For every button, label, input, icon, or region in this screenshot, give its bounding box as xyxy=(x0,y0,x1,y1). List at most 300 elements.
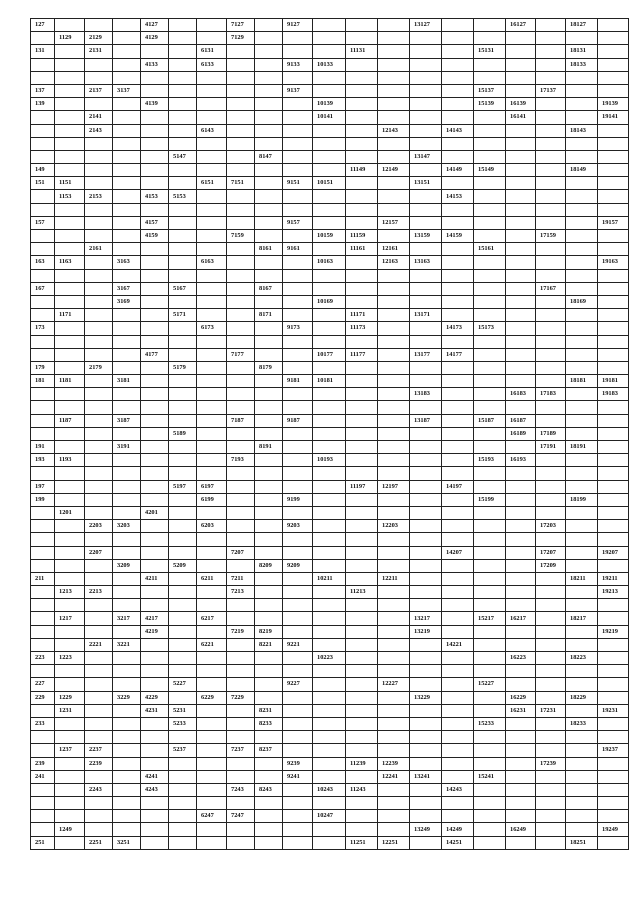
table-cell: 8221 xyxy=(255,638,283,651)
table-cell: 7243 xyxy=(227,783,255,796)
table-cell xyxy=(598,190,629,203)
table-cell xyxy=(598,810,629,823)
table-cell: 6143 xyxy=(197,124,227,137)
table-cell xyxy=(566,414,598,427)
table-cell: 17239 xyxy=(536,757,566,770)
table-cell: 19141 xyxy=(598,111,629,124)
table-cell xyxy=(227,704,255,717)
table-cell xyxy=(566,84,598,97)
table-cell: 8219 xyxy=(255,625,283,638)
table-cell xyxy=(169,599,197,612)
table-cell: 2203 xyxy=(85,520,113,533)
table-cell xyxy=(31,586,55,599)
table-cell: 191 xyxy=(31,441,55,454)
table-cell: 4211 xyxy=(141,572,169,585)
table-cell xyxy=(169,269,197,282)
table-cell xyxy=(113,137,141,150)
table-cell xyxy=(283,150,313,163)
table-row xyxy=(31,599,629,612)
table-cell xyxy=(346,256,378,269)
table-cell: 163 xyxy=(31,256,55,269)
table-cell xyxy=(410,243,442,256)
table-cell xyxy=(141,559,169,572)
table-cell xyxy=(566,533,598,546)
table-cell xyxy=(31,269,55,282)
table-cell: 9221 xyxy=(283,638,313,651)
table-cell xyxy=(598,322,629,335)
table-cell xyxy=(141,836,169,849)
table-row xyxy=(31,797,629,810)
table-row xyxy=(31,84,629,97)
table-cell xyxy=(598,783,629,796)
table-cell xyxy=(113,243,141,256)
table-cell xyxy=(598,691,629,704)
table-cell xyxy=(313,625,346,638)
table-cell: 9173 xyxy=(283,322,313,335)
table-cell: 1249 xyxy=(55,823,85,836)
table-cell: 18251 xyxy=(566,836,598,849)
table-cell xyxy=(442,717,474,730)
table-cell xyxy=(313,493,346,506)
table-cell xyxy=(255,269,283,282)
table-cell xyxy=(197,282,227,295)
table-cell xyxy=(378,348,410,361)
table-cell xyxy=(410,71,442,84)
table-cell xyxy=(598,45,629,58)
table-cell xyxy=(598,348,629,361)
table-cell: 8179 xyxy=(255,361,283,374)
table-cell xyxy=(506,309,536,322)
table-cell xyxy=(55,678,85,691)
table-cell: 19213 xyxy=(598,586,629,599)
table-cell xyxy=(506,678,536,691)
table-cell xyxy=(55,467,85,480)
table-cell xyxy=(255,32,283,45)
table-cell xyxy=(346,467,378,480)
table-cell xyxy=(536,177,566,190)
table-cell: 11239 xyxy=(346,757,378,770)
table-cell xyxy=(197,731,227,744)
table-cell xyxy=(85,823,113,836)
table-cell xyxy=(283,124,313,137)
table-cell xyxy=(346,177,378,190)
table-cell xyxy=(283,625,313,638)
table-row xyxy=(31,348,629,361)
table-cell: 5167 xyxy=(169,282,197,295)
table-cell: 7127 xyxy=(227,19,255,32)
table-cell xyxy=(313,216,346,229)
table-cell xyxy=(474,348,506,361)
table-cell xyxy=(313,32,346,45)
table-cell: 6133 xyxy=(197,58,227,71)
table-cell xyxy=(55,58,85,71)
table-cell xyxy=(113,309,141,322)
table-cell xyxy=(283,717,313,730)
table-cell: 8191 xyxy=(255,441,283,454)
table-cell xyxy=(31,32,55,45)
table-cell xyxy=(255,480,283,493)
table-cell: 18169 xyxy=(566,295,598,308)
table-cell xyxy=(442,810,474,823)
table-cell: 4153 xyxy=(141,190,169,203)
table-row xyxy=(31,414,629,427)
table-cell xyxy=(442,19,474,32)
table-cell: 13183 xyxy=(410,388,442,401)
table-cell xyxy=(346,506,378,519)
table-cell: 6131 xyxy=(197,45,227,58)
table-cell xyxy=(141,84,169,97)
table-cell xyxy=(255,572,283,585)
table-cell xyxy=(227,638,255,651)
table-row xyxy=(31,282,629,295)
table-cell: 8209 xyxy=(255,559,283,572)
table-cell xyxy=(113,599,141,612)
table-cell: 1187 xyxy=(55,414,85,427)
table-cell xyxy=(474,506,506,519)
table-cell xyxy=(169,401,197,414)
table-row xyxy=(31,177,629,190)
table-cell xyxy=(169,177,197,190)
table-cell xyxy=(55,441,85,454)
table-cell xyxy=(227,559,255,572)
table-cell xyxy=(283,230,313,243)
table-cell: 5171 xyxy=(169,309,197,322)
table-cell xyxy=(474,652,506,665)
table-cell xyxy=(141,388,169,401)
table-cell xyxy=(255,678,283,691)
table-cell xyxy=(255,375,283,388)
table-cell xyxy=(283,704,313,717)
table-cell: 9161 xyxy=(283,243,313,256)
table-cell: 16183 xyxy=(506,388,536,401)
table-cell: 4229 xyxy=(141,691,169,704)
table-cell: 8231 xyxy=(255,704,283,717)
table-cell xyxy=(536,836,566,849)
table-cell: 13177 xyxy=(410,348,442,361)
table-cell xyxy=(474,704,506,717)
table-cell xyxy=(536,599,566,612)
table-cell: 11131 xyxy=(346,45,378,58)
table-cell xyxy=(255,757,283,770)
table-row xyxy=(31,19,629,32)
table-cell xyxy=(474,599,506,612)
table-cell: 12203 xyxy=(378,520,410,533)
table-cell xyxy=(410,322,442,335)
table-cell: 229 xyxy=(31,691,55,704)
table-cell xyxy=(169,348,197,361)
table-cell xyxy=(378,441,410,454)
table-cell: 7193 xyxy=(227,454,255,467)
table-cell xyxy=(31,520,55,533)
table-cell xyxy=(442,111,474,124)
table-cell xyxy=(378,309,410,322)
table-cell: 12241 xyxy=(378,770,410,783)
table-cell xyxy=(255,652,283,665)
table-cell xyxy=(474,388,506,401)
table-cell: 9181 xyxy=(283,375,313,388)
table-cell xyxy=(598,269,629,282)
table-cell xyxy=(378,322,410,335)
table-cell: 17231 xyxy=(536,704,566,717)
table-cell xyxy=(113,427,141,440)
table-cell xyxy=(141,282,169,295)
table-cell xyxy=(536,58,566,71)
table-cell xyxy=(536,401,566,414)
table-cell xyxy=(536,45,566,58)
table-cell xyxy=(255,836,283,849)
table-cell xyxy=(169,506,197,519)
table-cell xyxy=(85,230,113,243)
table-cell xyxy=(31,190,55,203)
table-cell xyxy=(255,137,283,150)
table-cell xyxy=(255,520,283,533)
table-cell xyxy=(506,150,536,163)
table-cell xyxy=(141,256,169,269)
table-cell: 14143 xyxy=(442,124,474,137)
table-cell xyxy=(141,401,169,414)
table-cell xyxy=(197,84,227,97)
table-cell xyxy=(31,731,55,744)
table-cell xyxy=(346,704,378,717)
table-cell xyxy=(169,652,197,665)
table-cell xyxy=(227,533,255,546)
table-cell xyxy=(598,243,629,256)
table-cell xyxy=(506,230,536,243)
table-cell xyxy=(313,243,346,256)
table-cell xyxy=(227,216,255,229)
table-cell: 149 xyxy=(31,164,55,177)
table-cell xyxy=(113,190,141,203)
table-cell xyxy=(55,533,85,546)
table-cell xyxy=(283,137,313,150)
table-cell xyxy=(378,638,410,651)
table-row xyxy=(31,295,629,308)
table-cell xyxy=(283,823,313,836)
table-cell: 19219 xyxy=(598,625,629,638)
table-cell xyxy=(536,797,566,810)
table-cell xyxy=(55,480,85,493)
table-cell xyxy=(536,638,566,651)
table-cell xyxy=(474,783,506,796)
table-cell: 8147 xyxy=(255,150,283,163)
table-cell xyxy=(55,599,85,612)
table-cell xyxy=(227,665,255,678)
table-cell xyxy=(283,836,313,849)
table-cell xyxy=(536,823,566,836)
table-cell xyxy=(283,295,313,308)
table-cell xyxy=(141,414,169,427)
table-cell: 227 xyxy=(31,678,55,691)
table-cell xyxy=(31,599,55,612)
table-cell xyxy=(378,427,410,440)
table-cell xyxy=(474,19,506,32)
table-cell xyxy=(55,546,85,559)
table-cell xyxy=(55,717,85,730)
table-cell xyxy=(566,546,598,559)
table-cell xyxy=(566,401,598,414)
table-cell xyxy=(85,612,113,625)
table-cell xyxy=(410,124,442,137)
table-cell xyxy=(378,190,410,203)
table-cell: 17167 xyxy=(536,282,566,295)
table-cell xyxy=(113,71,141,84)
table-cell xyxy=(85,599,113,612)
table-cell xyxy=(113,665,141,678)
table-row xyxy=(31,216,629,229)
table-cell xyxy=(410,572,442,585)
table-cell xyxy=(141,164,169,177)
table-row xyxy=(31,757,629,770)
table-cell xyxy=(313,731,346,744)
table-cell xyxy=(598,203,629,216)
table-cell xyxy=(474,177,506,190)
table-cell: 13219 xyxy=(410,625,442,638)
table-cell xyxy=(410,441,442,454)
table-cell xyxy=(55,638,85,651)
table-cell xyxy=(141,757,169,770)
table-cell xyxy=(255,230,283,243)
table-cell: 10169 xyxy=(313,295,346,308)
table-cell xyxy=(346,546,378,559)
table-cell xyxy=(197,230,227,243)
table-cell xyxy=(598,678,629,691)
table-cell xyxy=(227,427,255,440)
table-cell: 2129 xyxy=(85,32,113,45)
table-cell: 8167 xyxy=(255,282,283,295)
table-cell xyxy=(169,665,197,678)
table-cell: 6203 xyxy=(197,520,227,533)
table-row xyxy=(31,770,629,783)
table-cell xyxy=(313,203,346,216)
table-cell xyxy=(31,401,55,414)
table-cell xyxy=(346,533,378,546)
table-cell xyxy=(442,665,474,678)
table-cell: 4231 xyxy=(141,704,169,717)
table-cell xyxy=(536,111,566,124)
table-cell xyxy=(283,401,313,414)
table-cell: 9157 xyxy=(283,216,313,229)
table-cell xyxy=(85,480,113,493)
table-cell: 10177 xyxy=(313,348,346,361)
table-cell xyxy=(255,98,283,111)
table-cell xyxy=(442,704,474,717)
table-cell xyxy=(113,111,141,124)
table-cell: 18149 xyxy=(566,164,598,177)
table-cell xyxy=(506,625,536,638)
table-cell xyxy=(536,269,566,282)
table-cell: 13151 xyxy=(410,177,442,190)
table-cell: 7129 xyxy=(227,32,255,45)
table-cell xyxy=(85,269,113,282)
table-row xyxy=(31,361,629,374)
table-cell xyxy=(536,348,566,361)
table-cell xyxy=(598,441,629,454)
table-cell: 9133 xyxy=(283,58,313,71)
table-cell: 251 xyxy=(31,836,55,849)
table-cell xyxy=(474,190,506,203)
table-cell xyxy=(55,665,85,678)
table-cell xyxy=(566,480,598,493)
table-cell: 12239 xyxy=(378,757,410,770)
table-row xyxy=(31,559,629,572)
table-cell: 5189 xyxy=(169,427,197,440)
table-row xyxy=(31,506,629,519)
table-cell xyxy=(227,678,255,691)
table-cell xyxy=(113,269,141,282)
table-cell: 19183 xyxy=(598,388,629,401)
table-cell xyxy=(227,269,255,282)
table-cell xyxy=(346,599,378,612)
table-cell xyxy=(410,361,442,374)
table-cell xyxy=(55,137,85,150)
table-cell xyxy=(313,427,346,440)
table-row xyxy=(31,836,629,849)
table-cell xyxy=(113,810,141,823)
table-cell xyxy=(227,58,255,71)
table-cell xyxy=(197,164,227,177)
table-row xyxy=(31,124,629,137)
table-cell xyxy=(410,731,442,744)
table-cell xyxy=(113,823,141,836)
table-cell: 10159 xyxy=(313,230,346,243)
table-cell xyxy=(566,203,598,216)
table-cell xyxy=(283,111,313,124)
table-cell xyxy=(566,98,598,111)
table-cell xyxy=(313,757,346,770)
table-cell xyxy=(141,203,169,216)
table-cell: 16187 xyxy=(506,414,536,427)
table-cell: 8233 xyxy=(255,717,283,730)
table-cell xyxy=(85,98,113,111)
table-row xyxy=(31,32,629,45)
table-cell xyxy=(536,810,566,823)
table-cell: 4219 xyxy=(141,625,169,638)
table-cell: 223 xyxy=(31,652,55,665)
table-cell xyxy=(378,493,410,506)
table-cell xyxy=(536,32,566,45)
table-cell: 2237 xyxy=(85,744,113,757)
table-cell: 18233 xyxy=(566,717,598,730)
table-cell xyxy=(346,414,378,427)
table-cell xyxy=(197,335,227,348)
table-cell xyxy=(506,586,536,599)
table-cell: 17203 xyxy=(536,520,566,533)
table-cell: 15199 xyxy=(474,493,506,506)
table-cell xyxy=(313,388,346,401)
number-table xyxy=(30,18,629,850)
table-cell: 12251 xyxy=(378,836,410,849)
table-cell xyxy=(566,704,598,717)
table-cell: 19207 xyxy=(598,546,629,559)
table-cell xyxy=(141,546,169,559)
table-cell: 4139 xyxy=(141,98,169,111)
table-cell xyxy=(598,797,629,810)
table-cell xyxy=(536,295,566,308)
table-cell: 13217 xyxy=(410,612,442,625)
table-cell xyxy=(442,58,474,71)
table-cell: 2213 xyxy=(85,586,113,599)
table-cell xyxy=(313,717,346,730)
table-cell xyxy=(31,744,55,757)
table-cell xyxy=(197,348,227,361)
table-cell xyxy=(113,783,141,796)
table-cell xyxy=(55,71,85,84)
table-cell xyxy=(283,691,313,704)
table-cell: 4241 xyxy=(141,770,169,783)
table-cell xyxy=(598,665,629,678)
table-cell: 11161 xyxy=(346,243,378,256)
table-cell: 3217 xyxy=(113,612,141,625)
